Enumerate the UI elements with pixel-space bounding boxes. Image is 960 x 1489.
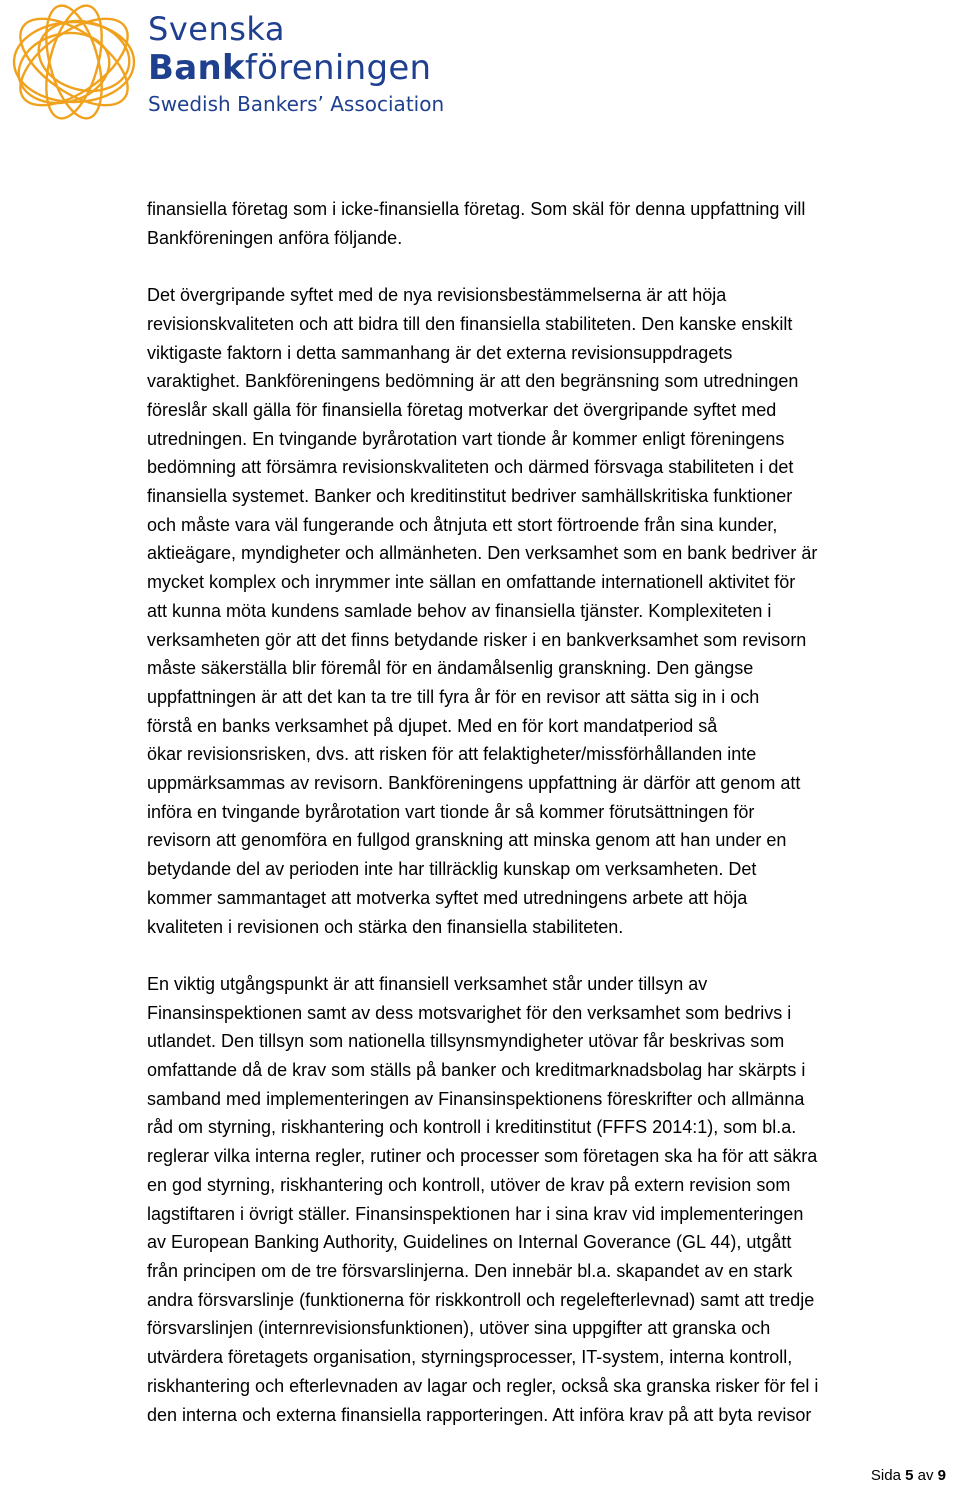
bankforeningen-logo [4,2,474,122]
document-body [147,195,947,1458]
rings-logo-icon [4,2,144,124]
page-current: 5 [905,1467,914,1484]
logo-text-bank: Bank [148,48,245,88]
paragraph-3: En viktig utgångspunkt är att finansiell verksamhet står under tillsyn av Finansinspektionen samt av dess motsvarighet för den verksamhet som bedrivs i utlandet. Den tillsyn som nationella tillsynsmyndigheter utövar får beskrivas som omfattande då de krav som ställs på banker och kreditmarknadsbolag har skärpts i samband med implementeringen av Finansinspektionens föreskrifter och allmänna råd om styrning, riskhantering och kontroll i kreditinstitut (FFFS 2014:1), som bl.a. reglerar vilka interna regler, rutiner och processer som företagen ska ha för att säkra en god styrning, riskhantering och kontroll, utöver de krav på extern revision som lagstiftaren i övrigt ställer. Finansinspektionen har i sina krav vid implementeringen av European Banking Authority, Guidelines on Internal Goverance (GL 44), utgått från principen om de tre försvarslinjerna. Den innebär bl.a. skapandet av en stark andra försvarslinje (funktionerna för riskkontroll och regelefterlevnad) samt att tredje försvarslinjen (internrevisionsfunktionen), utöver sina uppgifter att granska och utvärdera företagets organisation, styrningsprocesser, IT-system, interna kontroll, riskhantering och efterlevnaden av lagar och regler, också ska granska risker för fel i den interna och externa finansiella rapporteringen. Att införa krav på att byta revisor [147,973,819,1425]
page-total: 9 [937,1467,946,1484]
page-number [871,1467,946,1484]
logo-text-foreningen: föreningen [244,48,432,88]
logo-text-bankforeningen [148,48,431,88]
logo-text-svenska: Svenska [148,10,285,48]
paragraph-2: Det övergripande syftet med de nya revisionsbestämmelserna är att höja revisionskvaliteten och att bidra till den finansiella stabiliteten. Den kanske enskilt viktigaste faktorn i detta sammanhang är det externa revisionsuppdragets varaktighet. Bankföreningens bedömning är att den begränsning som utredningen föreslår skall gälla för finansiella företag motverkar det övergripande syftet med utredningen. En tvingande byrårotation vart tionde år kommer enligt föreningens bedömning att försämra revisionskvaliteten och därmed försvaga stabiliteten i det finansiella systemet. Banker och kreditinstitut bedriver samhällskritiska funktioner och måste vara väl fungerande och åtnjuta ett stort förtroende från sina kunder, aktieägare, myndigheter och allmänheten. Den verksamhet som en bank bedriver är mycket komplex och inrymmer inte sällan en omfattande internationell aktivitet för att kunna möta kundens samlade behov av finansiella tjänster. Komplexiteten i verksamheten gör att det finns betydande risker i en bankverksamhet som revisorn måste säkerställa blir föremål för en ändamålsenlig granskning. Den gängse uppfattningen är att det kan ta tre till fyra år för en revisor att sätta sig in i och förstå en banks verksamhet på djupet. Med en för kort mandatperiod så ökar revisionsrisken, dvs. att risken för att felaktigheter/missförhållanden inte uppmärksammas av revisorn. Bankföreningens uppfattning är därför att genom att införa en tvingande byrårotation vart tionde år så kommer förutsättningen för revisorn att genomföra en fullgod granskning att minska genom att han under en betydande del av perioden inte har tillräcklig kunskap om verksamheten. Det kommer sammantaget att motverka syftet med utredningens arbete att höja kvaliteten i revisionen och stärka den finansiella stabiliteten. [147,285,818,937]
logo-text-english: Swedish Bankers’ Association [148,92,445,116]
page-separator: av [917,1467,934,1484]
page-label: Sida [870,1467,901,1484]
paragraph-1: finansiella företag som i icke-finansiella företag. Som skäl för denna uppfattning vill Bankföreningen anföra följande. [147,199,806,248]
